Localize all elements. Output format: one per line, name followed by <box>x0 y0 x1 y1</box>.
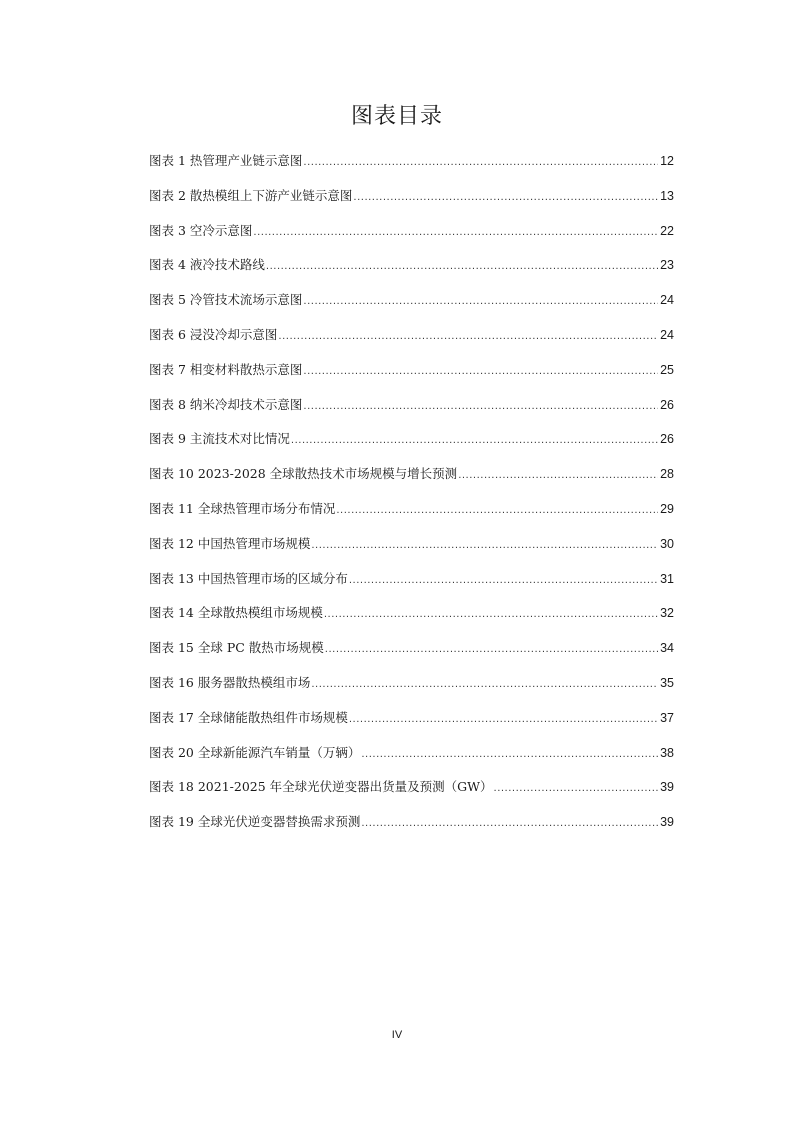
toc-leader-dots <box>291 430 658 452</box>
toc-entry-label: 图表 6 浸没冷却示意图 <box>149 326 278 342</box>
toc-entry-page: 12 <box>660 154 674 168</box>
toc-entry-label: 图表 15 全球 PC 散热市场规模 <box>149 640 324 656</box>
toc-entry[interactable] <box>149 289 674 324</box>
toc-entry-label: 图表 10 2023-2028 全球散热技术市场规模与增长预测 <box>149 466 458 482</box>
toc-entry[interactable] <box>149 463 674 498</box>
toc-entry-label: 图表 9 主流技术对比情况 <box>149 431 290 447</box>
toc-entry-page: 29 <box>660 501 674 516</box>
toc-leader-dots <box>303 396 658 418</box>
toc-entry-page: 32 <box>660 606 674 621</box>
toc-entry[interactable] <box>149 672 674 707</box>
toc-leader-dots <box>361 813 658 835</box>
toc-entry-page: 13 <box>660 188 674 203</box>
toc-leader-dots <box>303 152 658 174</box>
toc-entry[interactable] <box>149 359 674 394</box>
toc-entry-label: 图表 20 全球新能源汽车销量（万辆） <box>149 744 361 760</box>
toc-entry-page: 26 <box>660 397 674 412</box>
toc-leader-dots <box>303 291 658 313</box>
toc-leader-dots <box>336 500 658 522</box>
toc-entry[interactable] <box>149 254 674 289</box>
toc-entry-page: 39 <box>660 780 674 795</box>
toc-leader-dots <box>253 222 658 244</box>
table-of-figures <box>149 150 674 846</box>
toc-entry-label: 图表 4 液冷技术路线 <box>149 257 265 273</box>
toc-entry-page: 22 <box>660 223 674 238</box>
toc-entry[interactable] <box>149 185 674 220</box>
toc-entry-page: 31 <box>660 571 674 586</box>
toc-entry-page: 24 <box>660 293 674 308</box>
toc-entry-page: 35 <box>660 675 674 690</box>
toc-leader-dots <box>353 187 658 209</box>
toc-entry[interactable] <box>149 498 674 533</box>
toc-entry-page: 39 <box>660 815 674 830</box>
toc-entry-label: 图表 5 冷管技术流场示意图 <box>149 292 303 308</box>
toc-entry[interactable] <box>149 150 674 185</box>
toc-entry-page: 23 <box>660 258 674 273</box>
toc-entry[interactable] <box>149 602 674 637</box>
toc-leader-dots <box>303 361 658 383</box>
toc-entry[interactable] <box>149 637 674 672</box>
toc-leader-dots <box>311 535 658 557</box>
page-number: IV <box>391 1029 403 1041</box>
toc-entry-page: 38 <box>660 745 674 760</box>
toc-entry[interactable] <box>149 776 674 811</box>
toc-entry[interactable] <box>149 811 674 846</box>
toc-entry-label: 图表 18 2021-2025 年全球光伏逆变器出货量及预测（GW） <box>149 779 493 795</box>
toc-entry-label: 图表 14 全球散热模组市场规模 <box>149 605 323 621</box>
toc-entry-label: 图表 7 相变材料散热示意图 <box>149 361 303 377</box>
toc-leader-dots <box>349 570 658 592</box>
toc-leader-dots <box>494 778 659 800</box>
toc-entry-page: 28 <box>660 467 674 482</box>
toc-entry[interactable] <box>149 220 674 255</box>
toc-entry-page: 25 <box>660 362 674 377</box>
toc-leader-dots <box>325 639 658 661</box>
toc-entry[interactable] <box>149 428 674 463</box>
toc-entry-label: 图表 8 纳米冷却技术示意图 <box>149 396 303 412</box>
toc-leader-dots <box>458 465 658 487</box>
toc-entry[interactable] <box>149 533 674 568</box>
toc-leader-dots <box>324 604 658 626</box>
toc-entry[interactable] <box>149 568 674 603</box>
toc-entry-page: 34 <box>660 641 674 656</box>
toc-entry[interactable] <box>149 394 674 429</box>
toc-leader-dots <box>361 744 658 766</box>
toc-entry-page: 30 <box>660 536 674 551</box>
toc-entry-label: 图表 19 全球光伏逆变器替换需求预测 <box>149 814 361 830</box>
toc-entry[interactable] <box>149 742 674 777</box>
toc-entry-page: 37 <box>660 710 674 725</box>
toc-entry-label: 图表 12 中国热管理市场规模 <box>149 535 311 551</box>
toc-leader-dots <box>349 709 658 731</box>
toc-entry-page: 26 <box>660 432 674 447</box>
page-title: 图表目录 <box>350 104 443 129</box>
toc-leader-dots <box>278 326 658 348</box>
toc-entry-page: 24 <box>660 327 674 342</box>
toc-leader-dots <box>266 256 658 278</box>
toc-entry-label: 图表 17 全球储能散热组件市场规模 <box>149 709 348 725</box>
toc-entry-label: 图表 3 空冷示意图 <box>149 222 253 238</box>
toc-entry-label: 图表 11 全球热管理市场分布情况 <box>149 500 336 516</box>
toc-entry-label: 图表 13 中国热管理市场的区域分布 <box>149 570 348 586</box>
toc-entry-label: 图表 16 服务器散热模组市场 <box>149 674 311 690</box>
toc-entry-label: 图表 2 散热模组上下游产业链示意图 <box>149 187 353 203</box>
toc-entry-label: 图表 1 热管理产业链示意图 <box>149 153 303 168</box>
toc-leader-dots <box>311 674 658 696</box>
toc-entry[interactable] <box>149 324 674 359</box>
toc-entry[interactable] <box>149 707 674 742</box>
